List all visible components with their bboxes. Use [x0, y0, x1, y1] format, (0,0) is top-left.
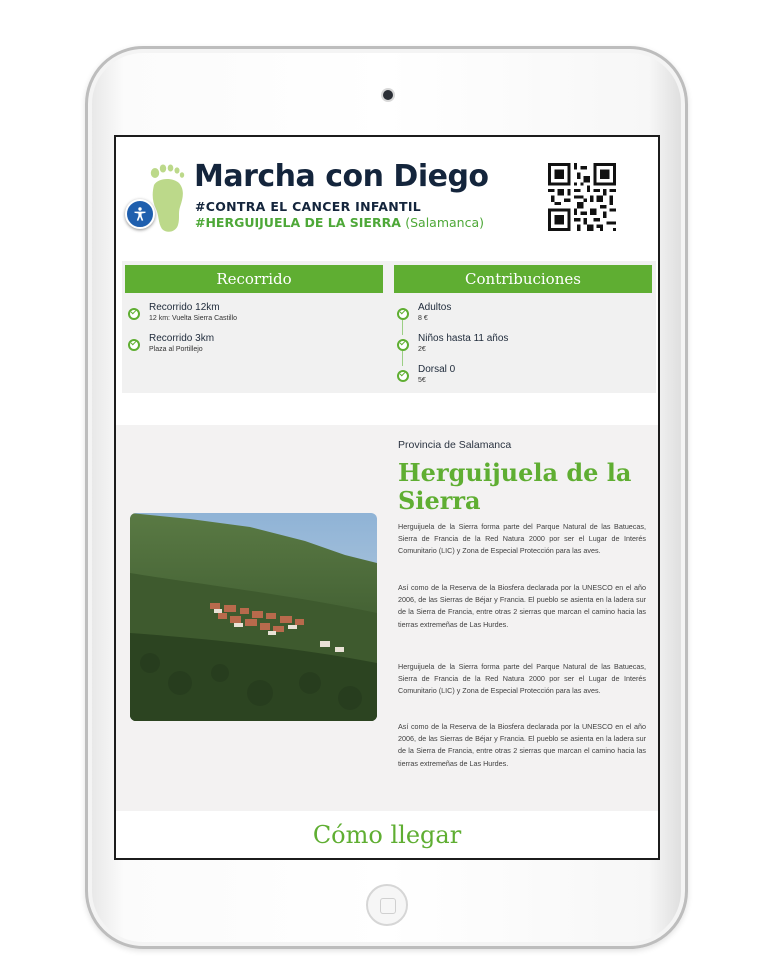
check-circle-icon [397, 370, 409, 382]
item-title: Dorsal 0 [418, 364, 456, 375]
province-label: Provincia de Salamanca [398, 439, 512, 451]
list-item [125, 301, 383, 332]
item-title: Recorrido 12km [149, 302, 220, 313]
accessibility-button[interactable] [125, 199, 155, 229]
item-title: Recorrido 3km [149, 333, 215, 344]
item-title: Niños hasta 11 años [418, 333, 509, 344]
list-item [394, 301, 652, 332]
contribuciones-heading: Contribuciones [394, 265, 652, 293]
camera-icon [383, 90, 393, 100]
check-circle-icon [397, 339, 409, 351]
list-item [125, 332, 383, 363]
tagline: #CONTRA EL CANCER INFANTIL [195, 199, 422, 214]
contribuciones-list [394, 301, 652, 394]
recorrido-list [125, 301, 383, 363]
about-section [116, 425, 658, 811]
item-subtitle: 5€ [418, 377, 426, 384]
item-subtitle: Plaza al Portillejo [149, 346, 203, 353]
item-subtitle: 12 km: Vuelta Sierra Castillo [149, 315, 238, 322]
location-line [195, 215, 484, 230]
accessibility-icon [132, 206, 148, 222]
paragraph: Herguijuela de la Sierra forma parte del Parque Natural de las Batuecas, Sierra de Francia de la Red Natura 2000 por ser el Lugar de Interés Comunitario (LIC) y Zona de Especial Protección para las aves. [398, 522, 646, 556]
location-name: #HERGUIJUELA DE LA SIERRA [195, 215, 401, 230]
home-button[interactable] [366, 884, 408, 926]
check-circle-icon [397, 308, 409, 320]
paragraph: Así como de la Reserva de la Biosfera declarada por la UNESCO en el año 2006, de las Sierras de Béjar y Francia. El pueblo se asienta en la ladera sur de la Sierra de Francia, entre otras 2 sierras que marcan el camino hacia las tierras extremeñas de Las Hurdes. [398, 583, 646, 629]
item-subtitle: 8 € [418, 315, 428, 322]
list-item [394, 332, 652, 363]
list-item [394, 363, 652, 394]
check-circle-icon [128, 339, 140, 351]
info-panels [122, 261, 656, 393]
recorrido-panel [125, 265, 383, 363]
town-title: Herguijuela de la Sierra [398, 458, 632, 515]
village-photo [130, 513, 377, 721]
item-title: Adultos [418, 302, 452, 313]
recorrido-heading: Recorrido [125, 265, 383, 293]
site-title: Marcha con Diego [194, 159, 489, 194]
paragraph: Herguijuela de la Sierra forma parte del Parque Natural de las Batuecas, Sierra de Francia de la Red Natura 2000 por ser el Lugar de Interés Comunitario (LIC) y Zona de Especial Protección para las aves. [398, 662, 646, 696]
check-circle-icon [128, 308, 140, 320]
item-subtitle: 2€ [418, 346, 426, 353]
paragraph: Así como de la Reserva de la Biosfera declarada por la UNESCO en el año 2006, de las Sierras de Béjar y Francia. El pueblo se asienta en la ladera sur de la Sierra de Francia, entre otras 2 sierras que marcan el camino hacia las tierras extremeñas de Las Hurdes. [398, 722, 646, 768]
directions-heading: Cómo llegar [312, 821, 462, 849]
qr-code-icon [548, 163, 616, 231]
contribuciones-panel [394, 265, 652, 394]
location-province: (Salamanca) [405, 215, 485, 230]
screen [114, 135, 660, 860]
